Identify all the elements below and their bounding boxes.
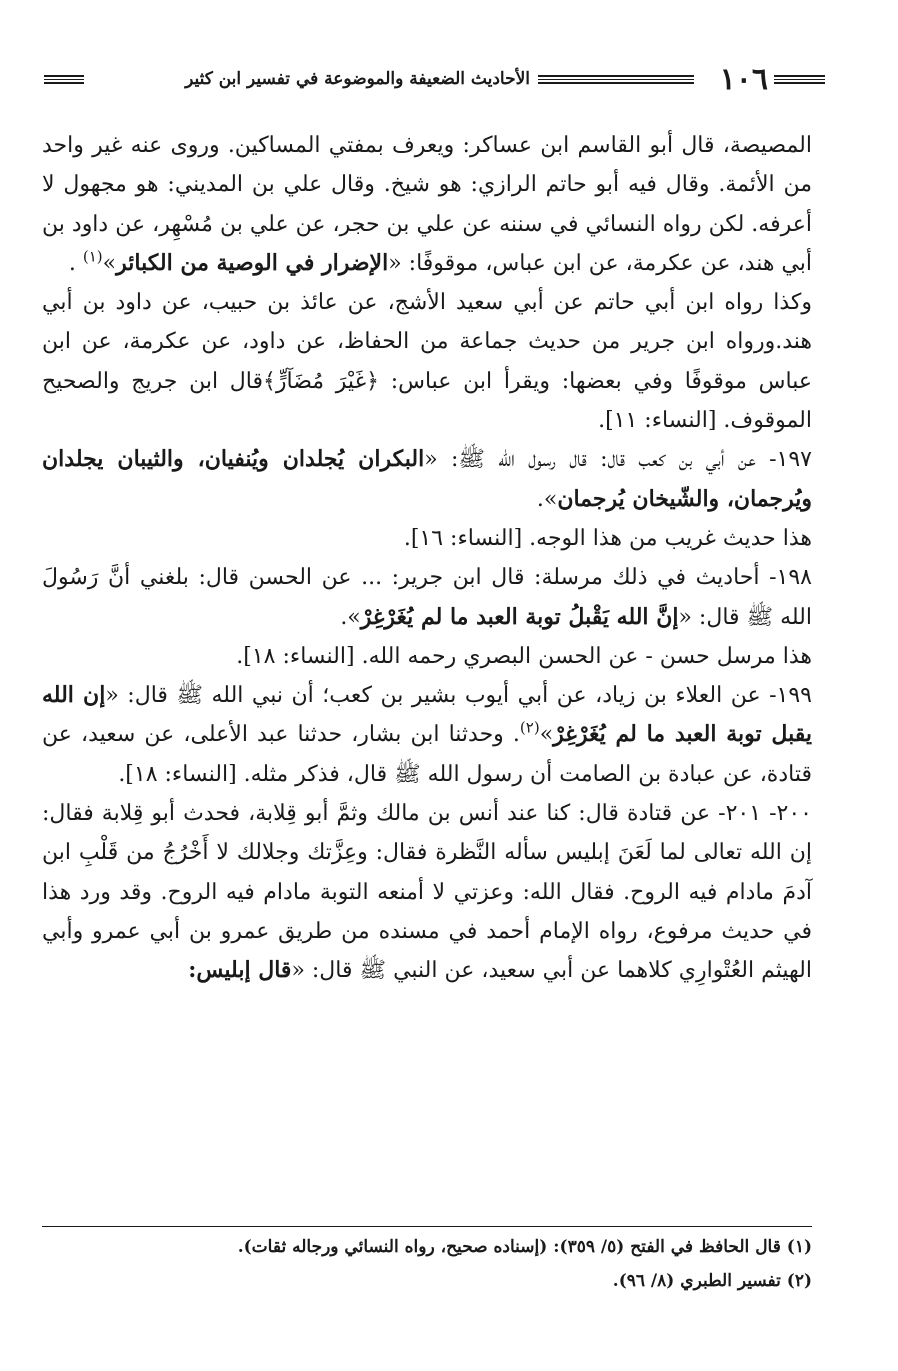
footnote-marker-1[interactable]: (١) [82,247,103,266]
running-title: الأحاديث الضعيفة والموضوعة في تفسير ابن كثير [185,69,530,89]
text-run: ١٩٨- أحاديث في ذلك مرسلة: قال ابن جرير: ... عن الحسن قال: بلغني أنَّ رَسُولَ الله ﷺ قال: « [42,565,812,630]
quran-quote: ﴿غَيْرَ مُضَآرٍّ﴾ [262,368,379,394]
header-rule-middle [538,75,694,84]
paragraph-1 [42,126,812,283]
footnotes [42,1230,812,1298]
header-rule-left [44,75,84,84]
text-run: ١٩٧- عن أبي بن كعب قال: قال رسول الله ﷺ: « [424,447,812,473]
page-number: ١٠٦ [719,62,768,97]
hadith-197 [42,440,812,519]
text-run: المصيصة، قال أبو القاسم ابن عساكر: ويعرف بمفتي المساكين. وروى عنه غير واحد من الأئمة. وقال فيه أبو حاتم الرازي: هو شيخ. وقال علي بن المديني: هو مجهول لا أعرفه. لكن رواه النسائي في سننه عن علي بن حجر، عن علي بن مُسْهِر، عن داود بن أبي هند، عن عكرمة، عن ابن عباس، موقوفًا: « [42,133,812,276]
commentary-198: هذا مرسل حسن - عن الحسن البصري رحمه الله. [النساء: ١٨]. [236,643,812,669]
paragraph-2 [42,283,812,440]
text-run: ١٩٩- عن العلاء بن زياد، عن أبي أيوب بشير بن كعب؛ أن نبي الله ﷺ قال: « [105,683,812,709]
hadith-198 [42,558,812,637]
text-run: » [102,250,117,276]
text-run: . وحدثنا ابن بشار، حدثنا عبد الأعلى، عن سعيد، عن قتادة، عن عبادة بن الصامت أن رسول الله ﷺ قال، فذكر مثله. [النساء: ١٨]. [42,722,812,787]
footnote-separator [42,1226,812,1227]
page-header [44,62,812,98]
header-rule-right [774,75,825,84]
bold-quote: إنَّ الله يَقْبلُ توبة العبد ما لم يُغَرْغِرْ [360,603,679,630]
text-run: ». [536,486,558,512]
text-run: » [539,722,554,748]
footnote-2: (٢) تفسير الطبري (٨/ ٩٦). [612,1271,812,1291]
bold-quote: قال إبليس: [188,957,292,984]
hadith-200-201 [42,794,812,990]
text-run: قال ابن جريج والصحيح الموقوف. [النساء: ١١]. [42,368,812,434]
footnote-marker-2[interactable]: (٢) [519,719,540,738]
bold-quote: إن الله يقبل توبة العبد ما لم يُغَرْغِرْ [42,682,812,748]
main-text [42,126,812,991]
bold-quote: الإضرار في الوصية من الكبائر [116,249,389,276]
text-run: وكذا رواه ابن أبي حاتم عن أبي سعيد الأشج، عن عائذ بن حبيب، عن داود بن أبي هند.ورواه ابن جرير من حديث جماعة من الحفاظ، عن داود، عن عكرمة، عن ابن عباس موقوفًا وفي بعضها: ويقرأ ابن عباس: [42,290,813,394]
text-run: ٢٠٠- ٢٠١- عن قتادة قال: كنا عند أنس بن مالك وثمَّ أبو قِلابة، فحدث أبو قِلابة فقال: إن الله تعالى لما لَعَنَ إبليس سأله النَّظرة فقال: وعِزَّتك وجلالك لا أَخْرُجُ من قَلْبِ ابن آدمَ مادام فيه الروح. فقال الله: وعزتي لا أمنعه التوبة مادام فيه الروح. وقد ورد هذا في حديث مرفوع، رواه الإمام أحمد في مسنده من طريق عمرو بن أبي عمرو وأبي الهيثم العُتْوارِي كلاهما عن أبي سعيد، عن النبي ﷺ قال: « [42,801,812,984]
footnote-1: (١) قال الحافظ في الفتح (٥/ ٣٥٩): (إسناده صحيح، رواه النسائي ورجاله ثقات). [237,1237,812,1257]
hadith-199 [42,676,812,794]
text-run: . [68,250,83,276]
commentary-197: هذا حديث غريب من هذا الوجه. [النساء: ١٦]. [403,525,812,551]
bold-quote: البكران يُجلدان ويُنفيان، والثيبان يجلدان ويُرجمان، والشّيخان يُرجمان [42,446,812,512]
text-run: ». [340,604,361,630]
